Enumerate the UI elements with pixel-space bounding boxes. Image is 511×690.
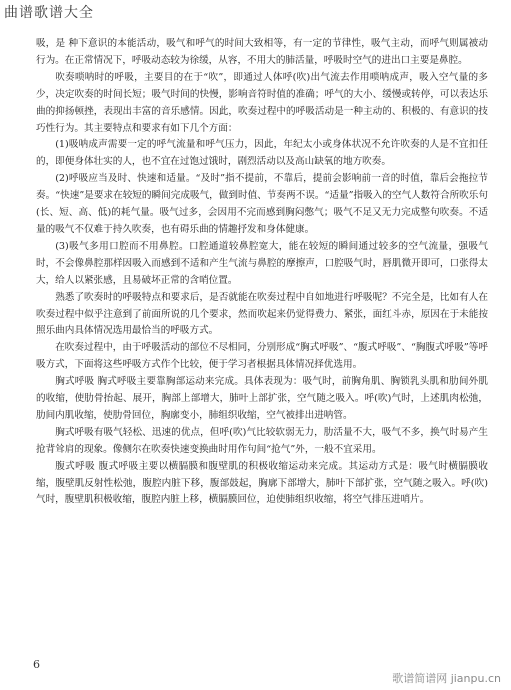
- paragraph: 在吹奏过程中，由于呼吸活动的部位不尽相同，分别形成“胸式呼吸”、“腹式呼吸”、“胸腹式呼吸”等呼吸方式，下面将这些呼吸方式作个比较，便于学习者根据具体情况择优选用。: [36, 342, 488, 371]
- paragraph: 腹式呼吸 腹式呼吸主要以横膈膜和腹壁肌的积极收缩运动来完成。其运动方式是：吸气时横膈膜收缩，腹壁肌反射性松弛，腹腔内脏下移，腹部鼓起，胸廓下部增大，肺叶下部扩张，空气随之吸入。呼(吹)气时，腹壁肌积极收缩，腹腔内脏上移，横膈膜回位，迫使肺组织收缩，将空气排压进哨片。: [36, 460, 488, 506]
- paragraph: (2)呼吸应当及时、快速和适量。“及时”指不提前，不靠后，提前会影响前一音的时值，靠后会拖拉节奏。“快速”是要求在较短的瞬间完成吸气，做到时值、节奏两不误。“适量”指吸入的空气人数符合所吹乐句(长、短、高、低)的耗气量。吸气过多，会因用不完而感到胸闷憋气；吸气不足又无力完成整句吹奏。不适量的吸气不仅难于持久吹奏，也有碍乐曲的情趣抒发和身体健康。: [36, 173, 488, 235]
- paragraph: 吸，是 种下意识的本能活动，吸气和呼气的时间大致相等，有一定的节律性，吸气主动，而呼气则属被动行为。在正常情况下，呼吸动态较为徐缓，从容，不用大的肺活量，呼吸时空气的进出口主要是鼻腔。: [36, 38, 488, 66]
- page-body: [36, 36, 488, 509]
- paragraph: 熟悉了吹奏时的呼吸特点和要求后，是否就能在吹奏过程中自如地进行呼吸呢？不完全是，比如有人在吹奏过程中似乎注意到了前面所说的几个要求，然而吹起来仍觉得费力、紧张，面红斗赤，原因在于未能按照乐曲内具体情况选用最恰当的呼吸方式。: [36, 291, 488, 337]
- paragraph: 胸式呼吸有吸气轻松、迅速的优点，但呼(吹)气比较软弱无力，肋活量不大，吸气不多，换气时易产生抢背耸肩的现象。像侧尔在吹奏快速变换曲时用作句间“抢气”外，一般不宜采用。: [36, 426, 488, 455]
- watermark: 歌谱简谱网 jianpu.cn: [392, 672, 501, 685]
- paragraph: (3)吸气多用口腔而不用鼻腔。口腔通道较鼻腔宽大，能在较短的瞬间通过较多的空气流量，强吸气时，不会像鼻腔那样因吸入而感到不适和产生气流与鼻腔的摩擦声，口腔吸气时，唇肌微开即可，口张得太大，给人以紧张感，且易破坏正常的含哨位置。: [36, 240, 488, 286]
- site-logo[interactable]: 曲谱歌谱大全: [4, 5, 94, 21]
- paragraph: 胸式呼吸 胸式呼吸主要靠胸部运动来完成。具体表现为：吸气时，前胸角肌、胸锁乳头肌和肋间外肌的收缩，使肋骨抬起、展开，胸部上部增大，肺叶上部扩张，空气随之吸入。呼(吹)气时，上述肌肉松弛，肋间内肌收缩，使肋骨回位，胸廓变小，肺组织收缩，空气被排出进呐管。: [36, 376, 488, 421]
- page-number: 6: [33, 658, 40, 671]
- paragraph: (1)吸呐成声需要一定的呼气流量和呼气压力，因此，年纪太小或身体状况不允许吹奏的人是不宜扣任的，即便身体壮实的人，也不宜在过饱过饿时，剧烈活动以及高山缺氧的地方吹奏。: [36, 139, 488, 168]
- paragraph: 吹奏唢呐时的呼吸，主要目的在于“吹”，即通过人体呼(吹)出气流去作用唢呐成声，吸入空气量的多少，决定吹奏的时间长短；吸气时间的快慢，影响音符时值的准确；呼气的大小、缓慢或转停，可以表达乐曲的抑扬顿挫，表现出丰富的音乐感情。因此，吹奏过程中的呼吸活动是一种主动的、积极的、有意识的技巧性行为。其主要特点和要求有如下几个方面：: [36, 71, 488, 134]
